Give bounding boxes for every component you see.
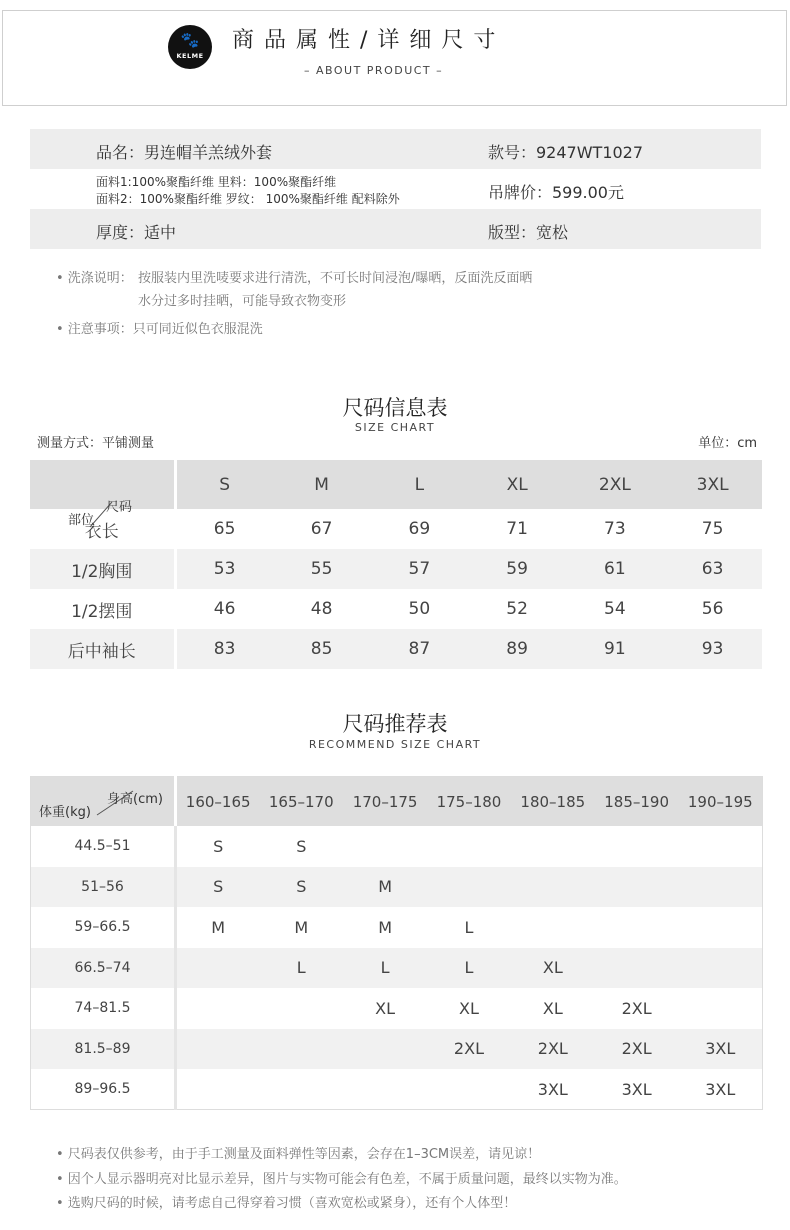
table-row: [31, 907, 763, 948]
size-header-cell: M: [273, 460, 371, 509]
measurement-cell: 54: [604, 599, 626, 619]
wash-instructions-2: 水分过多时挂晒，可能导致衣物变形: [138, 294, 347, 309]
measurement-cell: 48: [310, 599, 333, 619]
recommended-size-cell: [343, 1029, 427, 1070]
footer-note: • 尺码表仅供参考，由于手工测量及面料弹性等因素，会存在1–3CM误差，请见谅！: [56, 1147, 541, 1162]
measurement-cell: 63: [664, 549, 762, 589]
recommended-size-cell: L: [343, 948, 427, 989]
table-row: [31, 1029, 763, 1070]
recommended-size-cell: [176, 1029, 260, 1070]
recommended-size-cell: [679, 948, 763, 989]
size-chart-subtitle: SIZE CHART: [354, 421, 436, 434]
recommended-size-cell: [343, 1069, 427, 1110]
height-header-cell: 170–175: [343, 777, 427, 827]
recommended-size-cell: L: [464, 917, 474, 937]
recommend-table: [30, 776, 763, 1110]
recommended-size-cell: [259, 1029, 343, 1070]
recommended-size-cell: [595, 826, 679, 867]
measurement-cell: 61: [566, 549, 664, 589]
height-header-cell: 185–190: [595, 777, 679, 827]
table-row: [31, 1069, 763, 1110]
measurement-cell: 59: [468, 549, 566, 589]
recommended-size-cell: [343, 826, 427, 867]
table-row: [30, 589, 762, 629]
recommend-title: 尺码推荐表: [342, 712, 448, 736]
height-header-cell: 165–170: [259, 777, 343, 827]
recommended-size-cell: [176, 1069, 260, 1110]
recommended-size-cell: S: [259, 867, 343, 908]
corner-bottom-label: 体重(kg): [39, 805, 91, 820]
measurement-cell: 65: [213, 519, 236, 539]
info-row: [30, 169, 761, 209]
recommended-size-cell: 2XL: [511, 1029, 595, 1070]
recommended-size-cell: XL: [375, 998, 396, 1018]
recommended-size-cell: [679, 867, 763, 908]
measurement-cell: 71: [506, 519, 528, 539]
diagonal-line: [30, 485, 172, 534]
recommended-size-cell: [679, 907, 763, 948]
recommended-size-cell: [427, 867, 511, 908]
recommended-size-cell: L: [259, 948, 343, 989]
measurement-cell: 57: [371, 549, 469, 589]
page-title: 商品属性/详细尺寸: [232, 28, 506, 53]
size-chart-table: [30, 460, 763, 669]
measurement-cell: 69: [408, 519, 431, 539]
tag-price: 吊牌价：599.00元: [488, 183, 624, 202]
recommended-size-cell: 3XL: [705, 1079, 736, 1099]
part-label: 衣长: [30, 509, 175, 549]
recommended-size-cell: [511, 826, 595, 867]
recommended-size-cell: 2XL: [621, 998, 652, 1018]
recommended-size-cell: S: [296, 836, 307, 856]
recommended-size-cell: [595, 948, 679, 989]
corner-top-label: 尺码: [106, 499, 133, 515]
recommended-size-cell: L: [427, 948, 511, 989]
wash-instructions-1: 按服装内里洗唛要求进行清洗，不可长时间浸泡/曝晒，反面洗反面晒: [138, 271, 533, 286]
recommended-size-cell: [427, 1069, 511, 1110]
measurement-cell: 83: [175, 629, 273, 669]
measurement-cell: 50: [408, 599, 431, 619]
recommended-size-cell: XL: [511, 948, 595, 989]
notice-text: • 注意事项：只可同近似色衣服混洗: [56, 322, 263, 337]
weight-label: 81.5–89: [31, 1029, 176, 1070]
height-header-cell: 190–195: [679, 777, 763, 827]
table-row: [31, 826, 763, 867]
weight-label: 44.5–51: [31, 826, 176, 867]
measurement-cell: 67: [310, 519, 333, 539]
recommended-size-cell: S: [213, 836, 224, 856]
product-sku: 款号：9247WT1027: [488, 143, 644, 162]
size-header-cell: 3XL: [664, 460, 762, 509]
measurement-cell: 73: [604, 519, 626, 539]
table-row: [30, 549, 762, 589]
recommended-size-cell: XL: [542, 998, 563, 1018]
measurement-cell: 87: [371, 629, 469, 669]
measurement-cell: 46: [213, 599, 236, 619]
logo-text: KELME: [176, 52, 204, 60]
recommended-size-cell: 3XL: [621, 1079, 652, 1099]
recommended-size-cell: [679, 826, 763, 867]
recommended-size-cell: [259, 988, 343, 1029]
thickness: 厚度：适中: [96, 223, 177, 242]
part-label: 1/2摆围: [30, 589, 175, 629]
table-row: [30, 629, 762, 669]
weight-label: 66.5–74: [31, 948, 176, 989]
height-header-cell: 180–185: [511, 777, 595, 827]
recommended-size-cell: [176, 988, 260, 1029]
size-header-cell: L: [371, 460, 469, 509]
measurement-cell: 91: [566, 629, 664, 669]
recommended-size-cell: [595, 907, 679, 948]
recommended-size-cell: [511, 867, 595, 908]
kelme-logo: [168, 25, 212, 69]
measurement-cell: 93: [664, 629, 762, 669]
recommended-size-cell: M: [378, 917, 393, 937]
measurement-cell: 56: [701, 599, 724, 619]
recommended-size-cell: M: [211, 917, 226, 937]
height-header-cell: 175–180: [427, 777, 511, 827]
measure-method: 测量方式：平铺测量: [37, 436, 155, 451]
paw-icon: 🐾: [180, 31, 200, 49]
corner-cell: [30, 460, 175, 528]
recommended-size-cell: [259, 1069, 343, 1110]
corner-top-label: 身高(cm): [107, 792, 163, 807]
measurement-cell: 55: [273, 549, 371, 589]
recommended-size-cell: [176, 948, 260, 989]
height-header-row: [31, 777, 763, 827]
recommended-size-cell: 3XL: [679, 1029, 763, 1070]
recommended-size-cell: [427, 826, 511, 867]
measurement-cell: 75: [701, 519, 724, 539]
recommended-size-cell: 2XL: [427, 1029, 511, 1070]
weight-label: 51–56: [31, 867, 176, 908]
info-row: [30, 209, 761, 249]
product-name: 品名：男连帽羊羔绒外套: [96, 143, 273, 162]
recommend-subtitle: RECOMMEND SIZE CHART: [308, 738, 482, 751]
unit-label: 单位：cm: [698, 436, 757, 451]
recommended-size-cell: XL: [459, 998, 479, 1018]
measurement-cell: 85: [273, 629, 371, 669]
weight-label: 89–96.5: [31, 1069, 176, 1110]
size-chart-title: 尺码信息表: [342, 396, 448, 420]
recommended-size-cell: M: [294, 917, 309, 937]
product-info: [30, 129, 761, 249]
size-header-cell: XL: [468, 460, 566, 509]
recommended-size-cell: [511, 907, 595, 948]
recommended-size-cell: 2XL: [595, 1029, 679, 1070]
weight-label: 74–81.5: [31, 988, 176, 1029]
part-label: 后中袖长: [30, 629, 175, 669]
footer-note: • 因个人显示器明亮对比显示差异，图片与实物可能会有色差，不属于质量问题，最终以实物为准。: [56, 1172, 627, 1187]
part-label: 1/2胸围: [30, 549, 175, 589]
wash-label: • 洗涤说明：: [56, 271, 133, 286]
info-row: [30, 129, 761, 169]
recommended-size-cell: S: [176, 867, 260, 908]
fabric-line-1: 面料1:100%聚酯纤维 里料：100%聚酯纤维: [96, 175, 337, 189]
size-header-cell: 2XL: [566, 460, 664, 509]
corner-cell: [31, 777, 176, 827]
size-header-row: [30, 460, 762, 509]
fabric-line-2: 面料2：100%聚酯纤维 罗纹： 100%聚酯纤维 配料除外: [96, 192, 400, 206]
recommended-size-cell: 3XL: [537, 1079, 568, 1099]
size-header-cell: S: [175, 460, 273, 509]
measurement-cell: 89: [468, 629, 566, 669]
height-header-cell: 160–165: [176, 777, 260, 827]
recommended-size-cell: [595, 867, 679, 908]
page-subtitle: – ABOUT PRODUCT –: [304, 64, 444, 77]
recommended-size-cell: M: [343, 867, 427, 908]
table-row: [31, 988, 763, 1029]
table-row: [31, 867, 763, 908]
recommended-size-cell: [679, 988, 763, 1029]
weight-label: 59–66.5: [31, 907, 176, 948]
table-row: [31, 948, 763, 989]
fit-type: 版型：宽松: [488, 223, 569, 242]
measurement-cell: 52: [506, 599, 528, 619]
measurement-cell: 53: [175, 549, 273, 589]
footer-note: • 选购尺码的时候，请考虑自己得穿着习惯（喜欢宽松或紧身），还有个人体型！: [56, 1196, 517, 1211]
corner-bottom-label: 部位: [68, 512, 95, 528]
